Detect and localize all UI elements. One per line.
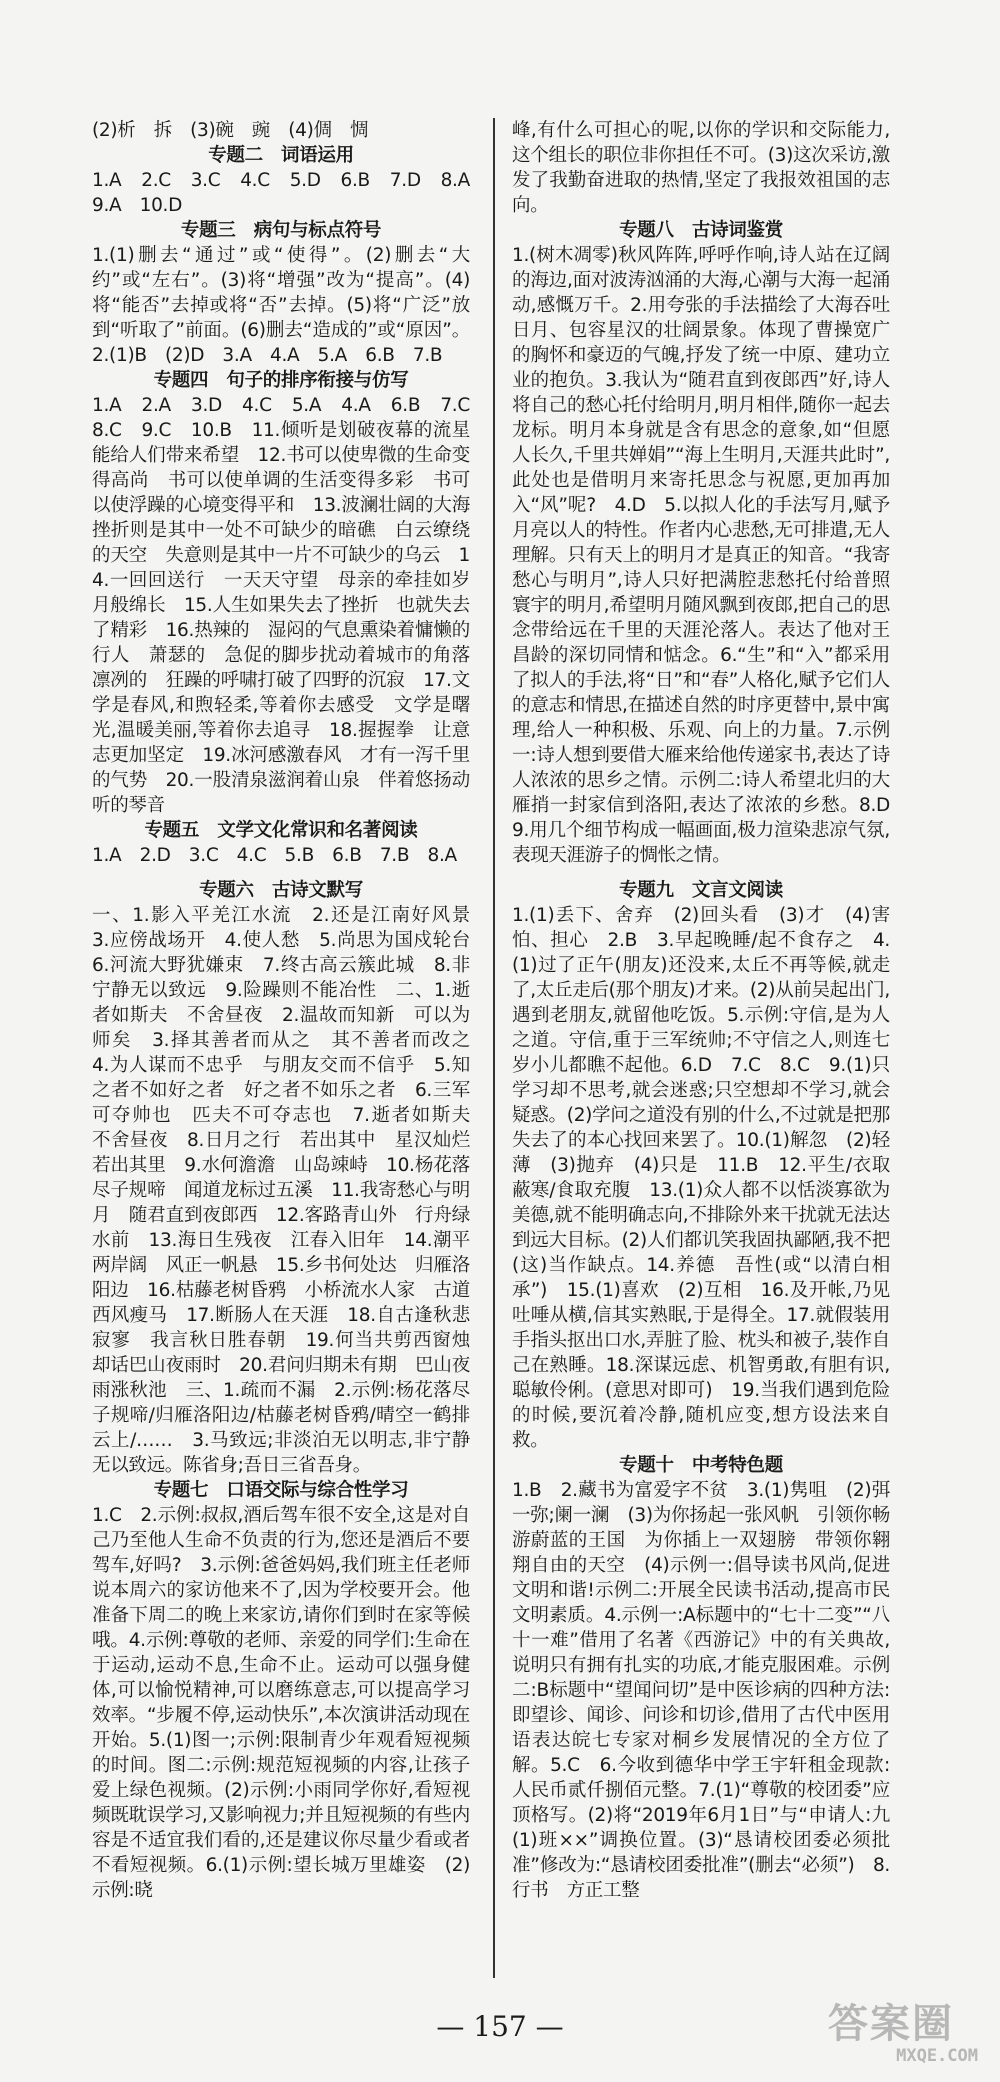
answer-paragraph: 1.C 2.示例:叔叔,酒后驾车很不安全,这是对自己乃至他人生命不负责的行为,您还是酒后不要驾车,好吗? 3.示例:爸爸妈妈,我们班主任老师说本周六的家访他来不了,因为学校要开会。他准备下周二的晚上来家访,请你们到时在家等候哦。4.示例:尊敬的老师、亲爱的同学们:生命在于运动,运动不息,生命不止。运动可以强身健体,可以愉悦精神,可以磨练意志,可以提高学习效率。“步履不停,运动快乐”,本次演讲活动现在开始。5.(1)图一;示例:限制青少年观看短视频的时间。图二:示例:规范短视频的内容,让孩子爱上绿色视频。(2)示例:小雨同学你好,看短视频既耽误学习,又影响视力;并且短视频的有些内容是不适宜我们看的,还是建议你尽量少看或者不看短视频。6.(1)示例:望长城万里雄姿 (2)示例:晓 xyxy=(92,1505,470,1901)
answer-paragraph: 1.A 2.D 3.C 4.C 5.B 6.B 7.B 8.A xyxy=(92,845,457,866)
column-divider xyxy=(493,118,495,1978)
watermark-url: MXQE.COM xyxy=(896,2046,978,2066)
answer-paragraph: 1.B 2.藏书为富爱字不贫 3.(1)隽咀 (2)弭一弥;阑一澜 (3)为你扬起一张风帆 引领你畅游蔚蓝的王国 为你插上一双翅膀 带领你翱翔自由的天空 (4)示例一:倡导读书风尚,促进文明和谐!示例二:开展全民读书活动,提高市民文明素质。4.示例一:A标题中的“七十二变”“八十一难”借用了名著《西游记》中的有关典故,说明只有拥有扎实的功底,才能克服困难。示例二:B标题中“望闻问切”是中医诊病的四种方法:即望诊、闻诊、问诊和切诊,借用了古代中医用语表达皖七专家对桐乡发展情况的全方位了解。5.C 6.今收到德华中学王宇轩租金现款:人民币贰仟捌佰元整。7.(1)“尊敬的校团委”应顶格写。(2)将“2019年6月1日”与“申请人:九(1)班××”调换位置。(3)“恳请校团委必须批准”修改为:“恳请校团委批准”(删去“必须”) 8.行书 方正工整 xyxy=(512,1480,890,1901)
section-heading: 专题五 文学文化常识和名著阅读 xyxy=(144,820,418,841)
answer-paragraph: 峰,有什么可担心的呢,以你的学识和交际能力,这个组长的职位非你担任不可。(3)这次采访,激发了我勤奋进取的热情,坚定了我报效祖国的志向。 xyxy=(512,120,890,216)
section-heading: 专题六 古诗文默写 xyxy=(199,880,363,901)
answer-paragraph: 1.A 2.A 3.D 4.C 5.A 4.A 6.B 7.C 8.C 9.C 10.B 11.倾听是划破夜幕的流星 能给人们带来希望 12.书可以使卑微的生命变得高尚 书可以使单调的生活变得多彩 书可以使浮躁的心境变得平和 13.波澜壮阔的大海 挫折则是其中一处不可缺少的暗礁 白云缭绕的天空 失意则是其中一片不可缺少的乌云 14.一回回送行 一天天守望 母亲的牵挂如岁月般绵长 15.人生如果失去了挫折 也就失去了精彩 16.热辣的 湿闷的气息熏染着慵懒的行人 萧瑟的 急促的脚步扰动着城市的角落 凛冽的 狂躁的呼啸打破了四野的沉寂 17.文学是春风,和煦轻柔,等着你去感受 文学是曙光,温暖美丽,等着你去追寻 18.握握拳 让意志更加坚定 19.冰河感激春风 才有一泻千里的气势 20.一股清泉滋润着山泉 伴着悠扬动听的琴音 xyxy=(92,395,489,816)
section-heading: 专题九 文言文阅读 xyxy=(619,880,783,901)
section-heading: 专题三 病句与标点符号 xyxy=(180,220,382,241)
section-heading: 专题四 句子的排序衔接与仿写 xyxy=(153,370,409,391)
left-column xyxy=(92,118,489,1903)
answer-paragraph: 1.(树木凋零)秋风阵阵,呼呼作响,诗人站在辽阔的海边,面对波涛汹涌的大海,心潮与大海一起涌动,感慨万千。2.用夸张的手法描绘了大海吞吐日月、包容星汉的壮阔景象。体现了曹操宽广的胸怀和豪迈的气魄,抒发了统一中原、建功立业的抱负。3.我认为“随君直到夜郎西”好,诗人将自己的愁心托付给明月,明月相伴,随你一起去龙标。明月本身就是含有思念的意象,如“但愿人长久,千里共婵娟”“海上生明月,天涯共此时”,此处也是借明月来寄托思念与祝愿,更加再加入“风”呢? 4.D 5.以拟人化的手法写月,赋予月亮以人的特性。作者内心悲愁,无可排遣,无人理解。只有天上的明月才是真正的知音。“我寄愁心与明月”,诗人只好把满腔悲愁托付给普照寰宇的明月,希望明月随风飘到夜郎,把自己的思念带给远在千里的天涯沦落人。表达了他对王昌龄的深切同情和惦念。6.“生”和“入”都采用了拟人的手法,将“日”和“春”人格化,赋予它们人的意志和情思,在描述自然的时序更替中,景中寓理,给人一种积极、乐观、向上的力量。7.示例一:诗人想到要借大雁来给他传递家书,表达了诗人浓浓的思乡之情。示例二:诗人希望北归的大雁捎一封家信到洛阳,表达了浓浓的乡愁。8.D 9.用几个细节构成一幅画面,极力渲染悲凉气氛,表现天涯游子的惆怅之情。 xyxy=(512,245,909,866)
watermark-logo xyxy=(828,2002,978,2068)
section-heading: 专题七 口语交际与综合性学习 xyxy=(153,1480,409,1501)
watermark-text: 答案圈 xyxy=(828,2001,954,2047)
answer-paragraph: 1.(1)删去“通过”或“使得”。(2)删去“大约”或“左右”。(3)将“增强”改为“提高”。(4)将“能否”去掉或将“否”去掉。(5)将“广泛”放到“听取了”前面。(6)删去“造成的”或“原因”。2.(1)B (2)D 3.A 4.A 5.A 6.B 7.B xyxy=(92,245,470,366)
section-heading: 专题十 中考特色题 xyxy=(619,1455,783,1476)
page-number: — 157 — xyxy=(436,2010,564,2043)
right-column xyxy=(512,118,909,1903)
answer-paragraph: 1.A 2.C 3.C 4.C 5.D 6.B 7.D 8.A 9.A 10.D xyxy=(92,170,489,216)
answer-paragraph: 1.(1)丢下、舍弃 (2)回头看 (3)才 (4)害怕、担心 2.B 3.早起晚睡/起不食存之 4.(1)过了正午(朋友)还没来,太丘不再等候,就走了,太丘走后(那个朋友)才来。(2)从前吴起出门,遇到老朋友,就留他吃饭。5.示例:守信,是为人之道。守信,重于三军统帅;不守信之人,则连七岁小儿都瞧不起他。6.D 7.C 8.C 9.(1)只学习却不思考,就会迷惑;只空想却不学习,就会疑惑。(2)学问之道没有别的什么,不过就是把那失去了的本心找回来罢了。10.(1)解忽 (2)轻薄 (3)抛弃 (4)只是 11.B 12.平生/衣取蔽寒/食取充腹 13.(1)众人都不以恬淡寡欲为美德,就不能明确志向,不排除外来干扰就无法达到远大目标。(2)人们都讥笑我固执鄙陋,我不把(这)当作缺点。14.养德 吾性(或“以清白相承”) 15.(1)喜欢 (2)互相 16.及开帐,乃见吐唾从横,信其实熟眠,于是得全。17.就假装用手指头抠出口水,弄脏了脸、枕头和被子,装作自己在熟睡。18.深谋远虑、机智勇敢,有胆有识,聪敏伶俐。(意思对即可) 19.当我们遇到危险的时候,要沉着冷静,随机应变,想方设法来自救。 xyxy=(512,905,890,1451)
section-heading: 专题二 词语运用 xyxy=(208,145,354,166)
section-heading: 专题八 古诗词鉴赏 xyxy=(619,220,783,241)
answer-paragraph: 一、1.影入平羌江水流 2.还是江南好风景 3.应傍战场开 4.使人愁 5.尚思为国戍轮台 6.河流大野犹嫌束 7.终古高云簇此城 8.非宁静无以致远 9.险躁则不能冶性 二、1.逝者如斯夫 不舍昼夜 2.温故而知新 可以为师矣 3.择其善者而从之 其不善者而改之 4.为人谋而不忠乎 与朋友交而不信乎 5.知之者不如好之者 好之者不如乐之者 6.三军可夺帅也 匹夫不可夺志也 7.逝者如斯夫 不舍昼夜 8.日月之行 若出其中 星汉灿烂 若出其里 9.水何澹澹 山岛竦峙 10.杨花落尽子规啼 闻道龙标过五溪 11.我寄愁心与明月 随君直到夜郎西 12.客路青山外 行舟绿水前 13.海日生残夜 江春入旧年 14.潮平两岸阔 风正一帆悬 15.乡书何处达 归雁洛阳边 16.枯藤老树昏鸦 小桥流水人家 古道西风瘦马 17.断肠人在天涯 18.自古逢秋悲寂寥 我言秋日胜春朝 19.何当共剪西窗烛 却话巴山夜雨时 20.君问归期未有期 巴山夜雨涨秋池 三、1.疏而不漏 2.示例:杨花落尽子规啼/归雁洛阳边/枯藤老树昏鸦/晴空一鹤排云上/…… 3.马致远;非淡泊无以明志,非宁静无以致远。陈省身;吾日三省吾身。 xyxy=(92,905,489,1476)
answer-paragraph: (2)析 拆 (3)碗 豌 (4)倜 惆 xyxy=(92,120,369,141)
